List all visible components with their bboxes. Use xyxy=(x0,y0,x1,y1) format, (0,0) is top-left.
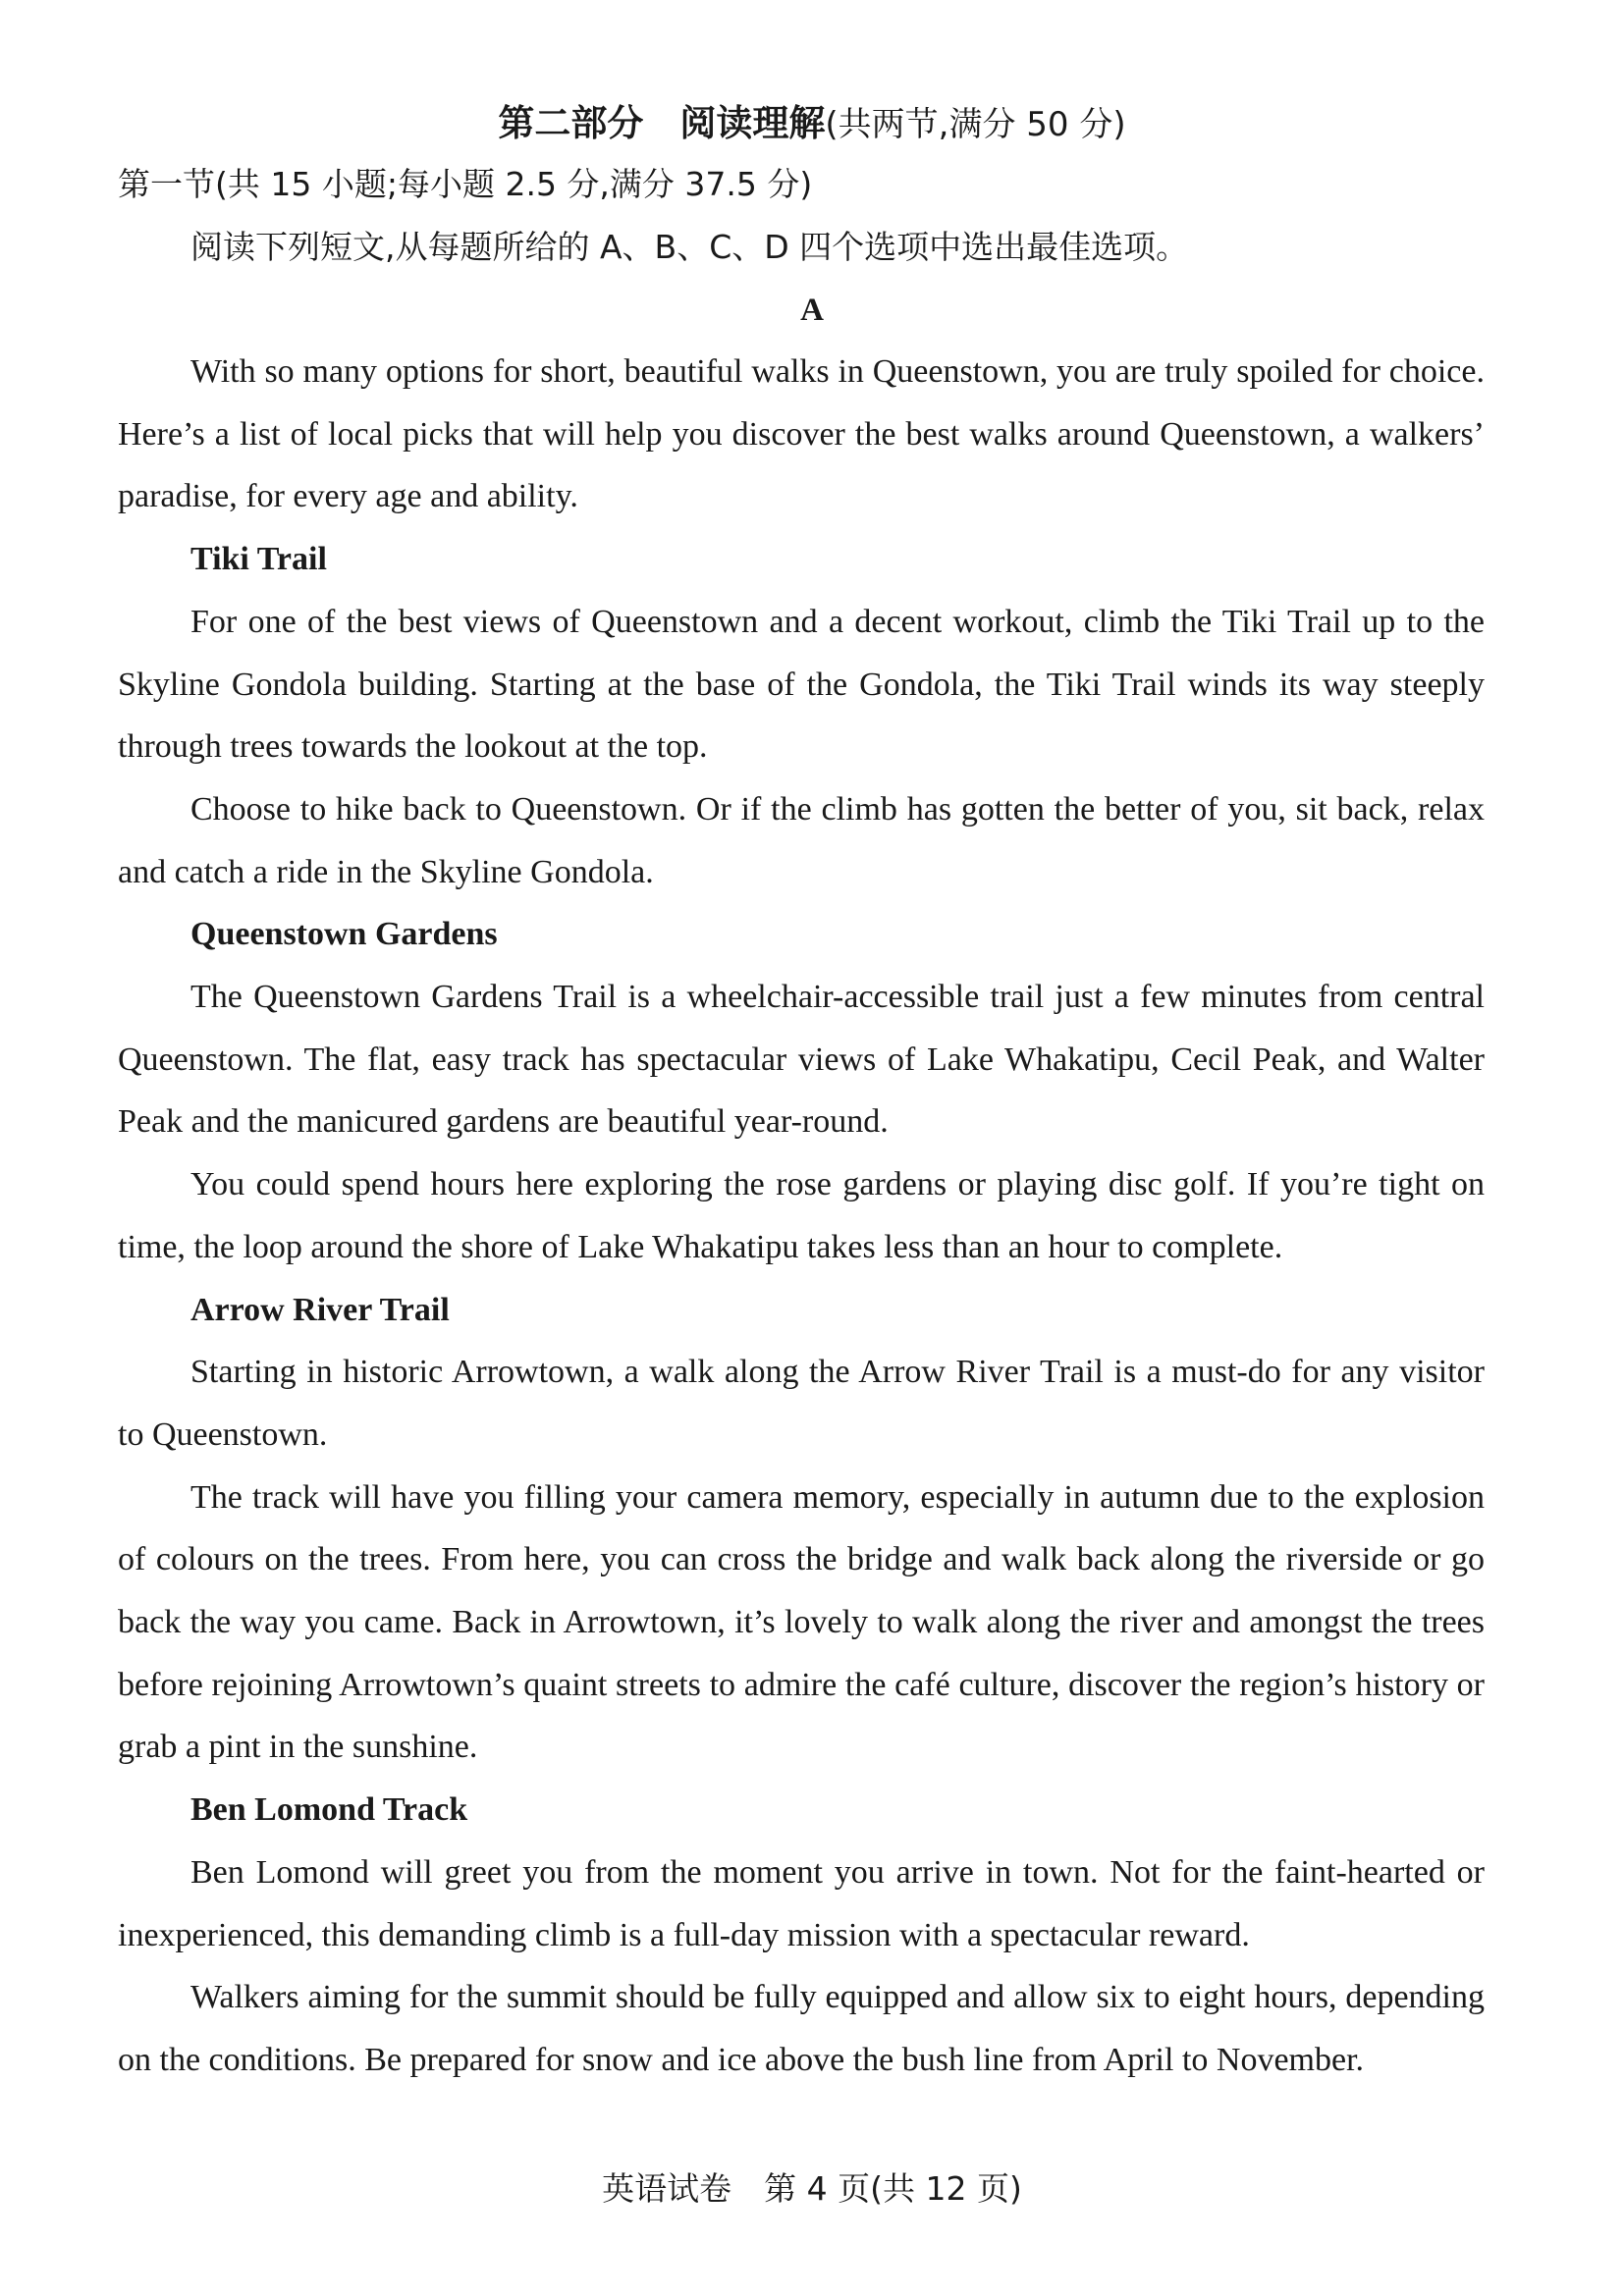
section-heading-arrow-river-trail: Arrow River Trail xyxy=(190,1291,450,1328)
page-footer: 英语试卷 第 4 页(共 12 页) xyxy=(602,2169,1022,2208)
reading-directions: 阅读下列短文,从每题所给的 A、B、C、D 四个选项中选出最佳选项。 xyxy=(190,228,1189,266)
part-title-score: (共两节,满分 50 分) xyxy=(825,105,1126,144)
section-heading-ben-lomond-track: Ben Lomond Track xyxy=(190,1791,468,1829)
paragraph: Choose to hike back to Queenstown. Or if the climb has gotten the better of you, sit back, relax and catch a ride in the Skyline Gondola. xyxy=(118,790,1485,890)
paragraph: The track will have you filling your camera memory, especially in autumn due to the explosion of colours on the trees. From here, you can cross the bridge and walk back along the riverside or go back the way you came. Back in Arrowtown, it’s lovely to walk along the river and amongst the trees before rejoining Arrowtown’s quaint streets to admire the café culture, discover the region’s history or grab a pint in the sunshine. xyxy=(118,1478,1485,1766)
paragraph: The Queenstown Gardens Trail is a wheelchair-accessible trail just a few minutes from central Queenstown. The flat, easy track has spectacular views of Lake Whakatipu, Cecil Peak, and Walter Peak and the manicured gardens are beautiful year-round. xyxy=(118,979,1485,1141)
passage-body xyxy=(118,341,1485,2092)
passage-intro: With so many options for short, beautiful walks in Queenstown, you are truly spoiled for choice. Here’s a list of local picks that will help you discover the best walks around Queenstown, a walkers’ paradise, for every age and ability. xyxy=(118,353,1485,515)
paragraph: Ben Lomond will greet you from the moment you arrive in town. Not for the faint-hearted or inexperienced, this demanding climb is a full-day mission with a spectacular reward. xyxy=(118,1853,1485,1953)
section-heading-tiki-trail: Tiki Trail xyxy=(190,541,327,578)
paragraph: Walkers aiming for the summit should be fully equipped and allow six to eight hours, depending on the conditions. Be prepared for snow and ice above the bush line from April to November. xyxy=(118,1979,1485,2078)
part-title xyxy=(0,94,1624,154)
paragraph: Starting in historic Arrowtown, a walk along the Arrow River Trail is a must-do for any visitor to Queenstown. xyxy=(118,1354,1485,1453)
section-heading-queenstown-gardens: Queenstown Gardens xyxy=(190,916,498,953)
section-instructions: 第一节(共 15 小题;每小题 2.5 分,满分 37.5 分) xyxy=(118,165,813,203)
part-title-main: 第二部分 阅读理解 xyxy=(498,102,826,144)
paragraph: You could spend hours here exploring the rose gardens or playing disc golf. If you’re tight on time, the loop around the shore of Lake Whakatipu takes less than an hour to complete. xyxy=(118,1166,1485,1265)
paragraph: For one of the best views of Queenstown and a decent workout, climb the Tiki Trail up to the Skyline Gondola building. Starting at the base of the Gondola, the Tiki Trail winds its way steeply through trees towards the lookout at the top. xyxy=(118,603,1485,766)
passage-letter: A xyxy=(800,293,824,328)
